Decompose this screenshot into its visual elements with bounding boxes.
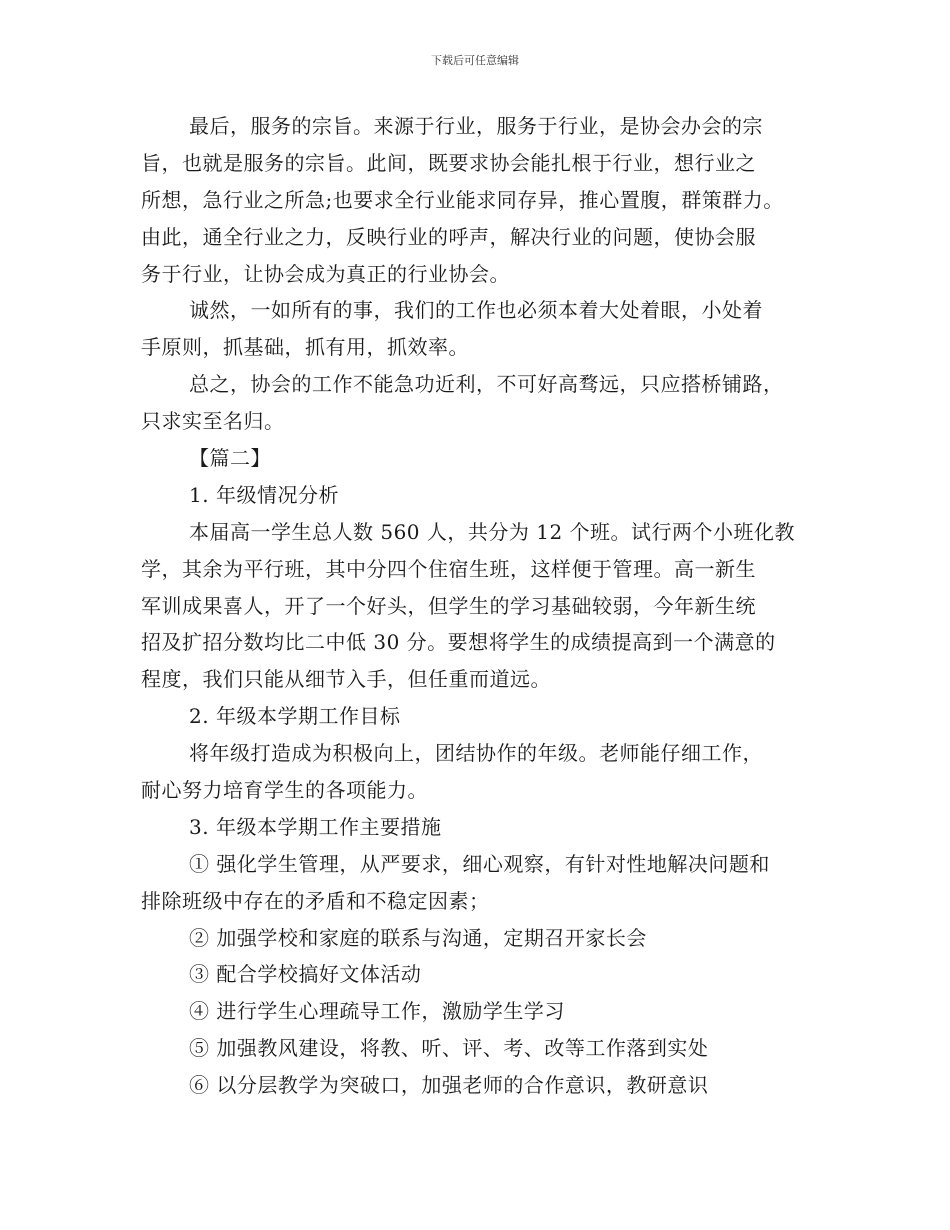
text-line: 将年级打造成为积极向上，团结协作的年级。老师能仔细工作， (189, 741, 763, 766)
document-body (141, 108, 821, 1104)
text-line: 耐心努力培育学生的各项能力。 (141, 778, 428, 803)
text-line: 诚然，一如所有的事，我们的工作也必须本着大处着眼，小处着 (189, 298, 763, 323)
text-line: 所想，急行业之所急;也要求全行业能求同存异，推心置腹，群策群力。 (141, 187, 784, 212)
list-item: ⑥ 以分层教学为突破口，加强老师的合作意识，教研意识 (189, 1073, 709, 1098)
text-line: 由此，通全行业之力，反映行业的呼声，解决行业的问题，使协会服 (141, 224, 756, 249)
text-line: 本届高一学生总人数 560 人，共分为 12 个班。试行两个小班化教 (189, 519, 796, 544)
list-item: ⑤ 加强教风建设，将教、听、评、考、改等工作落到实处 (189, 1036, 709, 1061)
text-line: 程度，我们只能从细节入手，但任重而道远。 (141, 667, 551, 692)
text-line: 最后，服务的宗旨。来源于行业，服务于行业，是协会办会的宗 (189, 114, 763, 138)
list-item: ① 强化学生管理，从严要求，细心观察，有针对性地解决问题和 (189, 851, 770, 876)
numbered-heading: 2. 年级本学期工作目标 (189, 704, 401, 729)
text-line: 手原则，抓基础，抓有用，抓效率。 (141, 335, 469, 360)
numbered-heading: 3. 年级本学期工作主要措施 (189, 814, 442, 839)
text-line: 招及扩招分数均比二中低 30 分。要想将学生的成绩提高到一个满意的 (141, 630, 776, 655)
list-item: ④ 进行学生心理疏导工作，激励学生学习 (189, 999, 565, 1024)
list-item: ③ 配合学校搞好文体活动 (189, 962, 422, 987)
text-line: 只求实至名归。 (141, 409, 285, 434)
list-item: ② 加强学校和家庭的联系与沟通，定期召开家长会 (189, 925, 647, 950)
text-line: 旨，也就是服务的宗旨。此间，既要求协会能扎根于行业，想行业之 (141, 150, 756, 175)
page-header: 下载后可任意编辑 (431, 54, 519, 67)
section-heading: 【篇二】 (189, 446, 271, 471)
text-line: 学，其余为平行班，其中分四个住宿生班，这样便于管理。高一新生 (141, 556, 756, 581)
numbered-heading: 1. 年级情况分析 (189, 482, 339, 507)
text-line: 军训成果喜人，开了一个好头，但学生的学习基础较弱，今年新生统 (141, 593, 756, 618)
text-line: 总之，协会的工作不能急功近利，不可好高骛远，只应搭桥铺路， (189, 372, 784, 397)
text-line: 务于行业，让协会成为真正的行业协会。 (141, 261, 510, 286)
text-line: 排除班级中存在的矛盾和不稳定因素； (141, 888, 490, 913)
